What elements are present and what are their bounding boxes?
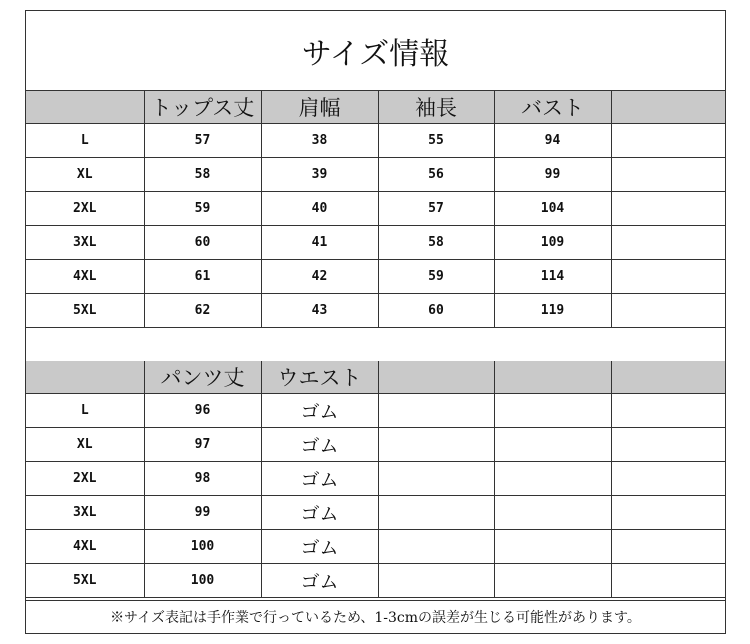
value-cell: 109	[494, 226, 611, 260]
size-cell: 3XL	[26, 496, 144, 530]
value-cell	[494, 428, 611, 462]
value-cell: 60	[144, 226, 261, 260]
value-cell: 94	[494, 124, 611, 158]
header-cell: バスト	[494, 91, 611, 124]
value-cell: 98	[144, 462, 261, 496]
value-cell	[494, 462, 611, 496]
value-cell: 59	[144, 192, 261, 226]
value-cell: 104	[494, 192, 611, 226]
pants-size-table	[26, 361, 725, 598]
tops-header-row	[26, 91, 725, 124]
size-chart	[25, 10, 726, 634]
value-cell: 41	[261, 226, 378, 260]
header-cell	[611, 91, 725, 124]
value-cell: ゴム	[261, 462, 378, 496]
size-cell: 3XL	[26, 226, 144, 260]
table-row	[26, 428, 725, 462]
size-cell: L	[26, 394, 144, 428]
value-cell	[494, 564, 611, 598]
header-cell: パンツ丈	[144, 361, 261, 394]
table-row	[26, 226, 725, 260]
value-cell: 100	[144, 564, 261, 598]
size-cell: XL	[26, 428, 144, 462]
header-cell: トップス丈	[144, 91, 261, 124]
size-cell: 5XL	[26, 294, 144, 328]
table-row	[26, 192, 725, 226]
value-cell	[378, 564, 494, 598]
size-cell: 4XL	[26, 260, 144, 294]
value-cell	[378, 530, 494, 564]
value-cell: 58	[378, 226, 494, 260]
value-cell: 58	[144, 158, 261, 192]
size-cell: 4XL	[26, 530, 144, 564]
table-row	[26, 564, 725, 598]
value-cell: ゴム	[261, 428, 378, 462]
value-cell	[611, 192, 725, 226]
value-cell	[611, 394, 725, 428]
value-cell: 42	[261, 260, 378, 294]
value-cell	[494, 530, 611, 564]
size-cell: 2XL	[26, 192, 144, 226]
header-cell	[26, 91, 144, 124]
value-cell: 99	[494, 158, 611, 192]
table-row	[26, 530, 725, 564]
value-cell: 39	[261, 158, 378, 192]
value-cell: 40	[261, 192, 378, 226]
table-row	[26, 294, 725, 328]
header-cell	[378, 361, 494, 394]
value-cell	[611, 462, 725, 496]
table-row	[26, 462, 725, 496]
value-cell	[494, 496, 611, 530]
value-cell: ゴム	[261, 394, 378, 428]
value-cell	[611, 564, 725, 598]
value-cell: 61	[144, 260, 261, 294]
value-cell: 55	[378, 124, 494, 158]
value-cell	[611, 226, 725, 260]
value-cell	[494, 394, 611, 428]
value-cell	[611, 158, 725, 192]
value-cell	[378, 496, 494, 530]
value-cell	[611, 260, 725, 294]
header-cell: 肩幅	[261, 91, 378, 124]
value-cell: 100	[144, 530, 261, 564]
value-cell: 97	[144, 428, 261, 462]
header-cell	[26, 361, 144, 394]
value-cell	[378, 428, 494, 462]
header-cell: ウエスト	[261, 361, 378, 394]
size-cell: XL	[26, 158, 144, 192]
chart-title: サイズ情報	[26, 11, 725, 91]
value-cell: 38	[261, 124, 378, 158]
value-cell: 96	[144, 394, 261, 428]
table-row	[26, 260, 725, 294]
value-cell: 62	[144, 294, 261, 328]
value-cell: 114	[494, 260, 611, 294]
table-row	[26, 496, 725, 530]
value-cell: 60	[378, 294, 494, 328]
table-spacer	[26, 332, 725, 362]
value-cell: 119	[494, 294, 611, 328]
table-row	[26, 394, 725, 428]
table-row	[26, 158, 725, 192]
value-cell	[611, 294, 725, 328]
size-cell: L	[26, 124, 144, 158]
header-cell	[494, 361, 611, 394]
value-cell	[378, 462, 494, 496]
value-cell	[611, 124, 725, 158]
header-cell	[611, 361, 725, 394]
value-cell: 59	[378, 260, 494, 294]
value-cell: ゴム	[261, 564, 378, 598]
value-cell: ゴム	[261, 496, 378, 530]
value-cell	[611, 428, 725, 462]
header-cell: 袖長	[378, 91, 494, 124]
value-cell: 56	[378, 158, 494, 192]
footnote: ※サイズ表記は手作業で行っているため、1-3cmの誤差が生じる可能性があります。	[26, 600, 725, 633]
table-row	[26, 124, 725, 158]
value-cell: ゴム	[261, 530, 378, 564]
value-cell	[378, 394, 494, 428]
value-cell	[611, 530, 725, 564]
size-cell: 2XL	[26, 462, 144, 496]
value-cell: 57	[378, 192, 494, 226]
value-cell: 43	[261, 294, 378, 328]
value-cell: 57	[144, 124, 261, 158]
value-cell: 99	[144, 496, 261, 530]
tops-size-table	[26, 91, 725, 328]
value-cell	[611, 496, 725, 530]
size-cell: 5XL	[26, 564, 144, 598]
pants-header-row	[26, 361, 725, 394]
